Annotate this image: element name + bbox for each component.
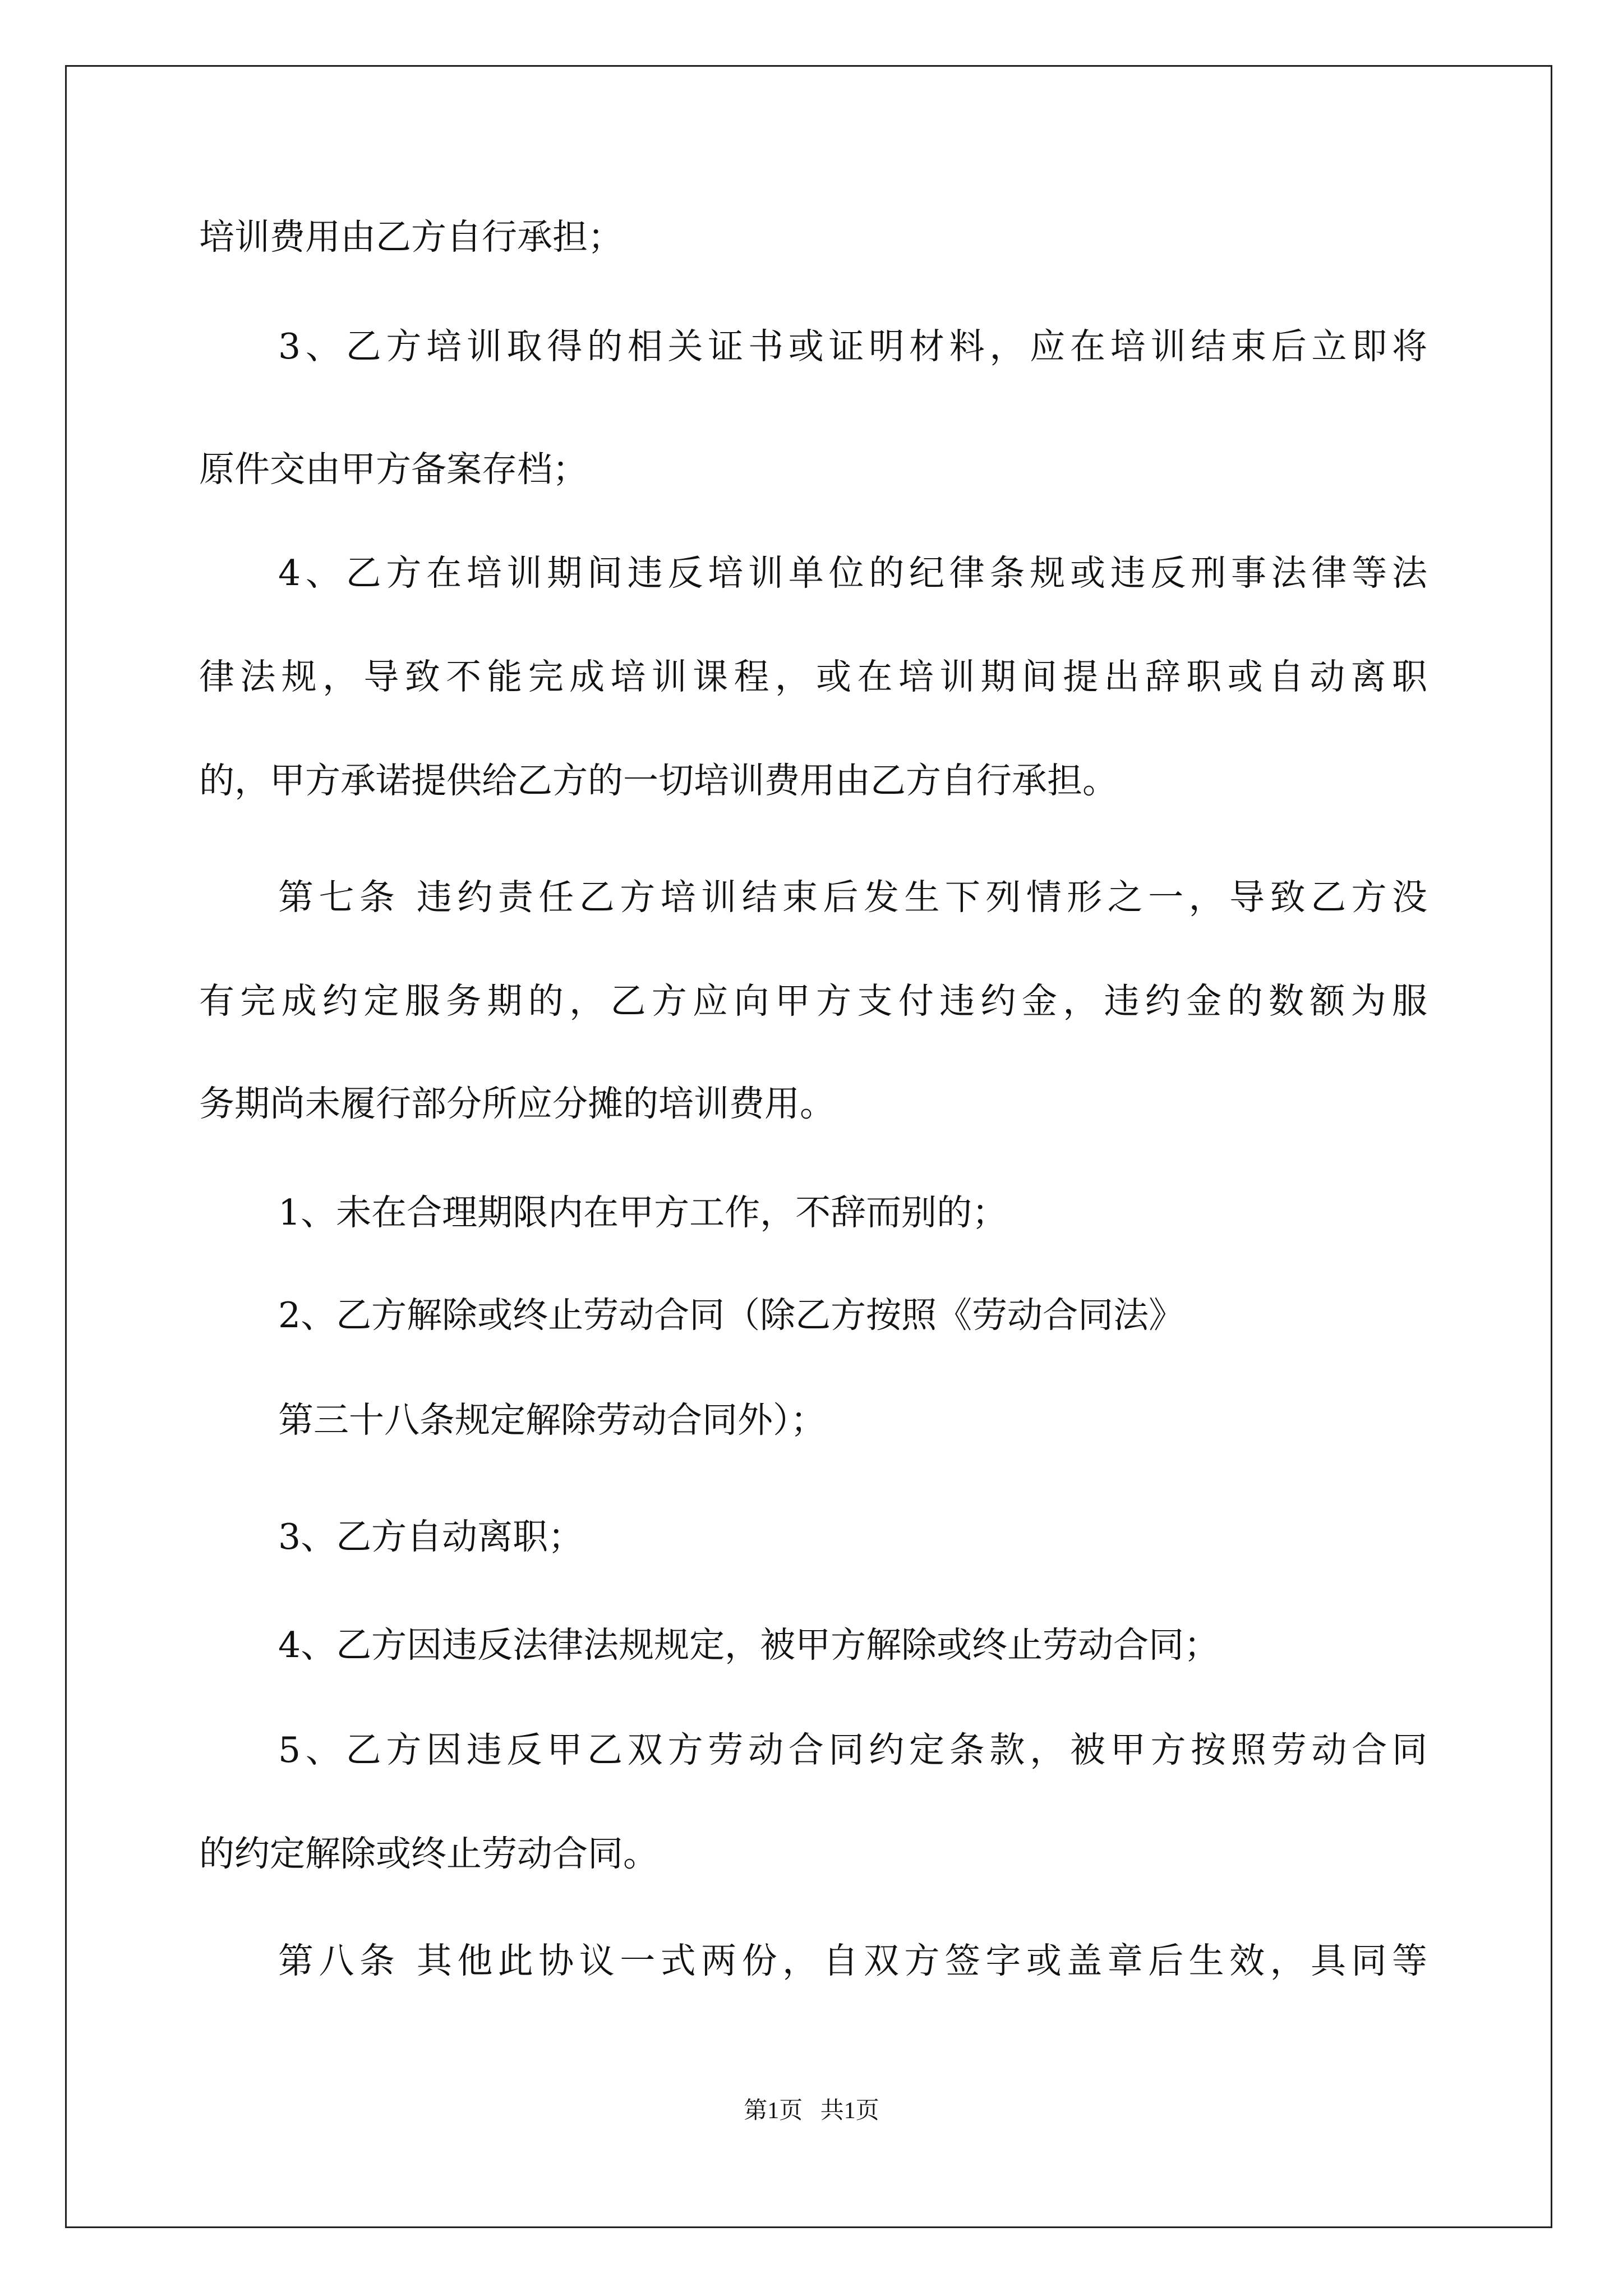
text-line: 4、乙方在培训期间违反培训单位的纪律条规或违反刑事法律等法 (278, 553, 1427, 593)
page-number-footer: 第1页 共1页 (744, 2098, 879, 2124)
text-line: 务期尚未履行部分所应分摊的培训费用。 (199, 1083, 835, 1124)
text-line: 1、未在合理期限内在甲方工作，不辞而别的； (278, 1192, 1008, 1233)
text-line: 培训费用由乙方自行承担； (199, 217, 623, 257)
text-line: 3、乙方自动离职； (278, 1516, 584, 1557)
text-line: 第三十八条规定解除劳动合同外）； (278, 1400, 826, 1441)
text-line: 2、乙方解除或终止劳动合同（除乙方按照《劳动合同法》 (278, 1295, 1184, 1336)
text-line: 第八条 其他此协议一式两份，自双方签字或盖章后生效，具同等 (278, 1940, 1427, 1981)
text-line: 4、乙方因违反法律法规规定，被甲方解除或终止劳动合同； (278, 1625, 1220, 1665)
text-line: 原件交由甲方备案存档； (199, 449, 588, 490)
text-line: 的，甲方承诺提供给乙方的一切培训费用由乙方自行承担。 (199, 760, 1118, 801)
text-line: 3、乙方培训取得的相关证书或证明材料，应在培训结束后立即将 (278, 326, 1427, 367)
text-line: 律法规，导致不能完成培训课程，或在培训期间提出辞职或自动离职 (199, 656, 1427, 697)
text-line: 的约定解除或终止劳动合同。 (199, 1833, 658, 1874)
page-border (65, 65, 1552, 2228)
text-line: 有完成约定服务期的，乙方应向甲方支付违约金，违约金的数额为服 (199, 981, 1427, 1022)
text-line: 第七条 违约责任乙方培训结束后发生下列情形之一，导致乙方没 (278, 877, 1427, 918)
text-line: 5、乙方因违反甲乙双方劳动合同约定条款，被甲方按照劳动合同 (278, 1729, 1427, 1770)
